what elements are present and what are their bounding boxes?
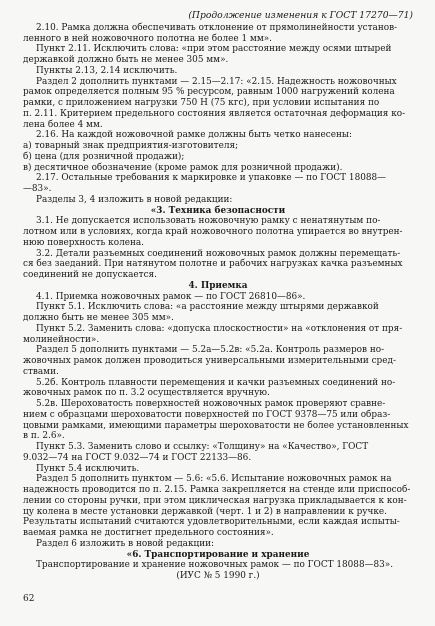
- text-line: 5.2б. Контроль плавности перемещения и качки разъемных соединений но-: [36, 377, 396, 388]
- text-line: в) десятичное обозначение (кроме рамок для розничной продажи).: [23, 162, 343, 173]
- text-line: Разделы 3, 4 изложить в новой редакции:: [36, 194, 233, 205]
- text-line: Пункт 5.4 исключить.: [36, 463, 140, 474]
- text-line: п. 2.11. Критерием предельного состояния является остаточная деформация ко-: [23, 108, 406, 119]
- text-line: Результаты испытаний считаются удовлетворительными, если каждая испыты-: [23, 517, 400, 528]
- text-line: Раздел 2 дополнить пунктами — 2.15—2.17: «2.15. Надежность ножовочных: [36, 76, 397, 87]
- text-line: 9.032—74 на ГОСТ 9.032—74 и ГОСТ 22133—86.: [23, 452, 252, 463]
- text-line: молинейности».: [23, 334, 100, 345]
- text-line: ствами.: [23, 366, 59, 377]
- text-line: —83».: [23, 184, 52, 194]
- text-line: Пункт 5.2. Заменить слова: «допуска плоскостности» на «отклонения от пря-: [36, 323, 403, 334]
- document-body: [23, 23, 413, 582]
- text-line: Раздел 5 дополнить пунктами — 5.2а—5.2в: «5.2а. Контроль размеров но-: [36, 345, 385, 356]
- text-line: 4. Приемка: [188, 280, 248, 291]
- text-line: надежность проводится по п. 2.15. Рамка закрепляется на стенде или приспособ-: [23, 485, 411, 495]
- running-header: (Продолжение изменения к ГОСТ 17270—71): [188, 10, 413, 21]
- text-line: жовочных рамок должен проводиться универсальными измерительными сред-: [23, 356, 396, 366]
- text-line: цовыми рамками, имеющими параметры шероховатости не более установленных: [23, 420, 409, 431]
- text-line: нюю поверхность колена.: [23, 237, 144, 248]
- text-line: «6. Транспортирование и хранение: [126, 549, 310, 560]
- text-line: 5.2в. Шероховатость поверхностей ножовочных рамок проверяют сравне-: [36, 399, 386, 409]
- text-line: должно быть не менее 305 мм».: [23, 313, 174, 323]
- text-line: жовочных рамок по п. 3.2 осуществляется вручную.: [23, 388, 270, 399]
- text-line: державкой должно быть не менее 305 мм».: [23, 55, 229, 65]
- text-line: Раздел 5 дополнить пунктом — 5.6: «5.6. Испытание ножовочных рамок на: [36, 474, 392, 485]
- text-line: рамок определяется полным 95 % ресурсом, равным 1000 нагружений колена: [23, 87, 395, 98]
- text-line: ся без заеданий. При натянутом полотне и рабочих нагрузках качка разъемных: [23, 259, 403, 270]
- text-line: Пункт 5.3. Заменить слово и ссылку: «Толщину» на «Качество», ГОСТ: [36, 442, 369, 452]
- text-line: а) товарный знак предприятия-изготовителя;: [23, 141, 239, 151]
- text-line: 2.17. Остальные требования к маркировке и упаковке — по ГОСТ 18088—: [36, 173, 387, 184]
- text-line: Пункт 5.1. Исключить слова: «а расстояние между штырями державкой: [36, 302, 379, 313]
- text-line: рамки, с приложением нагрузки 750 Н (75 кгс), при условии испытания по: [23, 98, 380, 108]
- text-line: лении со стороны ручки, при этом циклическая нагрузка прикладывается к кон-: [23, 495, 407, 506]
- text-line: б) цена (для розничной продажи);: [23, 151, 185, 162]
- text-line: 3.1. Не допускается использовать ножовочную рамку с ненатянутым по-: [36, 216, 381, 227]
- text-line: лотном или в условиях, когда край ножовочного полотна упирается во внутрен-: [23, 227, 403, 237]
- text-line: Раздел 6 изложить в новой редакции:: [36, 538, 215, 549]
- text-line: 3.2. Детали разъемных соединений ножовочных рамок должны перемещать-: [36, 248, 401, 259]
- text-line: Транспортирование и хранение ножовочных рамок — по ГОСТ 18088—83».: [36, 560, 394, 571]
- text-line: ленного в ней ножовочного полотна не более 1 мм».: [23, 33, 272, 44]
- text-line: 2.16. На каждой ножовочной рамке должны быть четко нанесены:: [36, 130, 352, 141]
- text-line: цу колена в месте установки державкой (черт. 1 и 2) в направлении к ручке.: [23, 506, 387, 517]
- text-line: Пункты 2.13, 2.14 исключить.: [36, 65, 178, 76]
- page-number: 62: [23, 594, 35, 604]
- text-line: соединений не допускается.: [23, 270, 157, 280]
- text-line: 2.10. Рамка должна обеспечивать отклонение от прямолинейности установ-: [36, 22, 398, 33]
- text-line: (ИУС № 5 1990 г.): [176, 571, 260, 581]
- text-line: «3. Техника безопасности: [150, 205, 286, 216]
- text-line: лена более 4 мм.: [23, 119, 103, 130]
- text-line: ваемая рамка не достигнет предельного состояния».: [23, 528, 274, 538]
- text-line: нием с образцами шероховатости поверхностей по ГОСТ 9378—75 или образ-: [23, 409, 391, 420]
- text-line: 4.1. Приемка ножовочных рамок — по ГОСТ 26810—86».: [36, 291, 306, 302]
- text-line: в п. 2.6».: [23, 431, 65, 442]
- text-line: Пункт 2.11. Исключить слова: «при этом расстояние между осями штырей: [36, 44, 392, 55]
